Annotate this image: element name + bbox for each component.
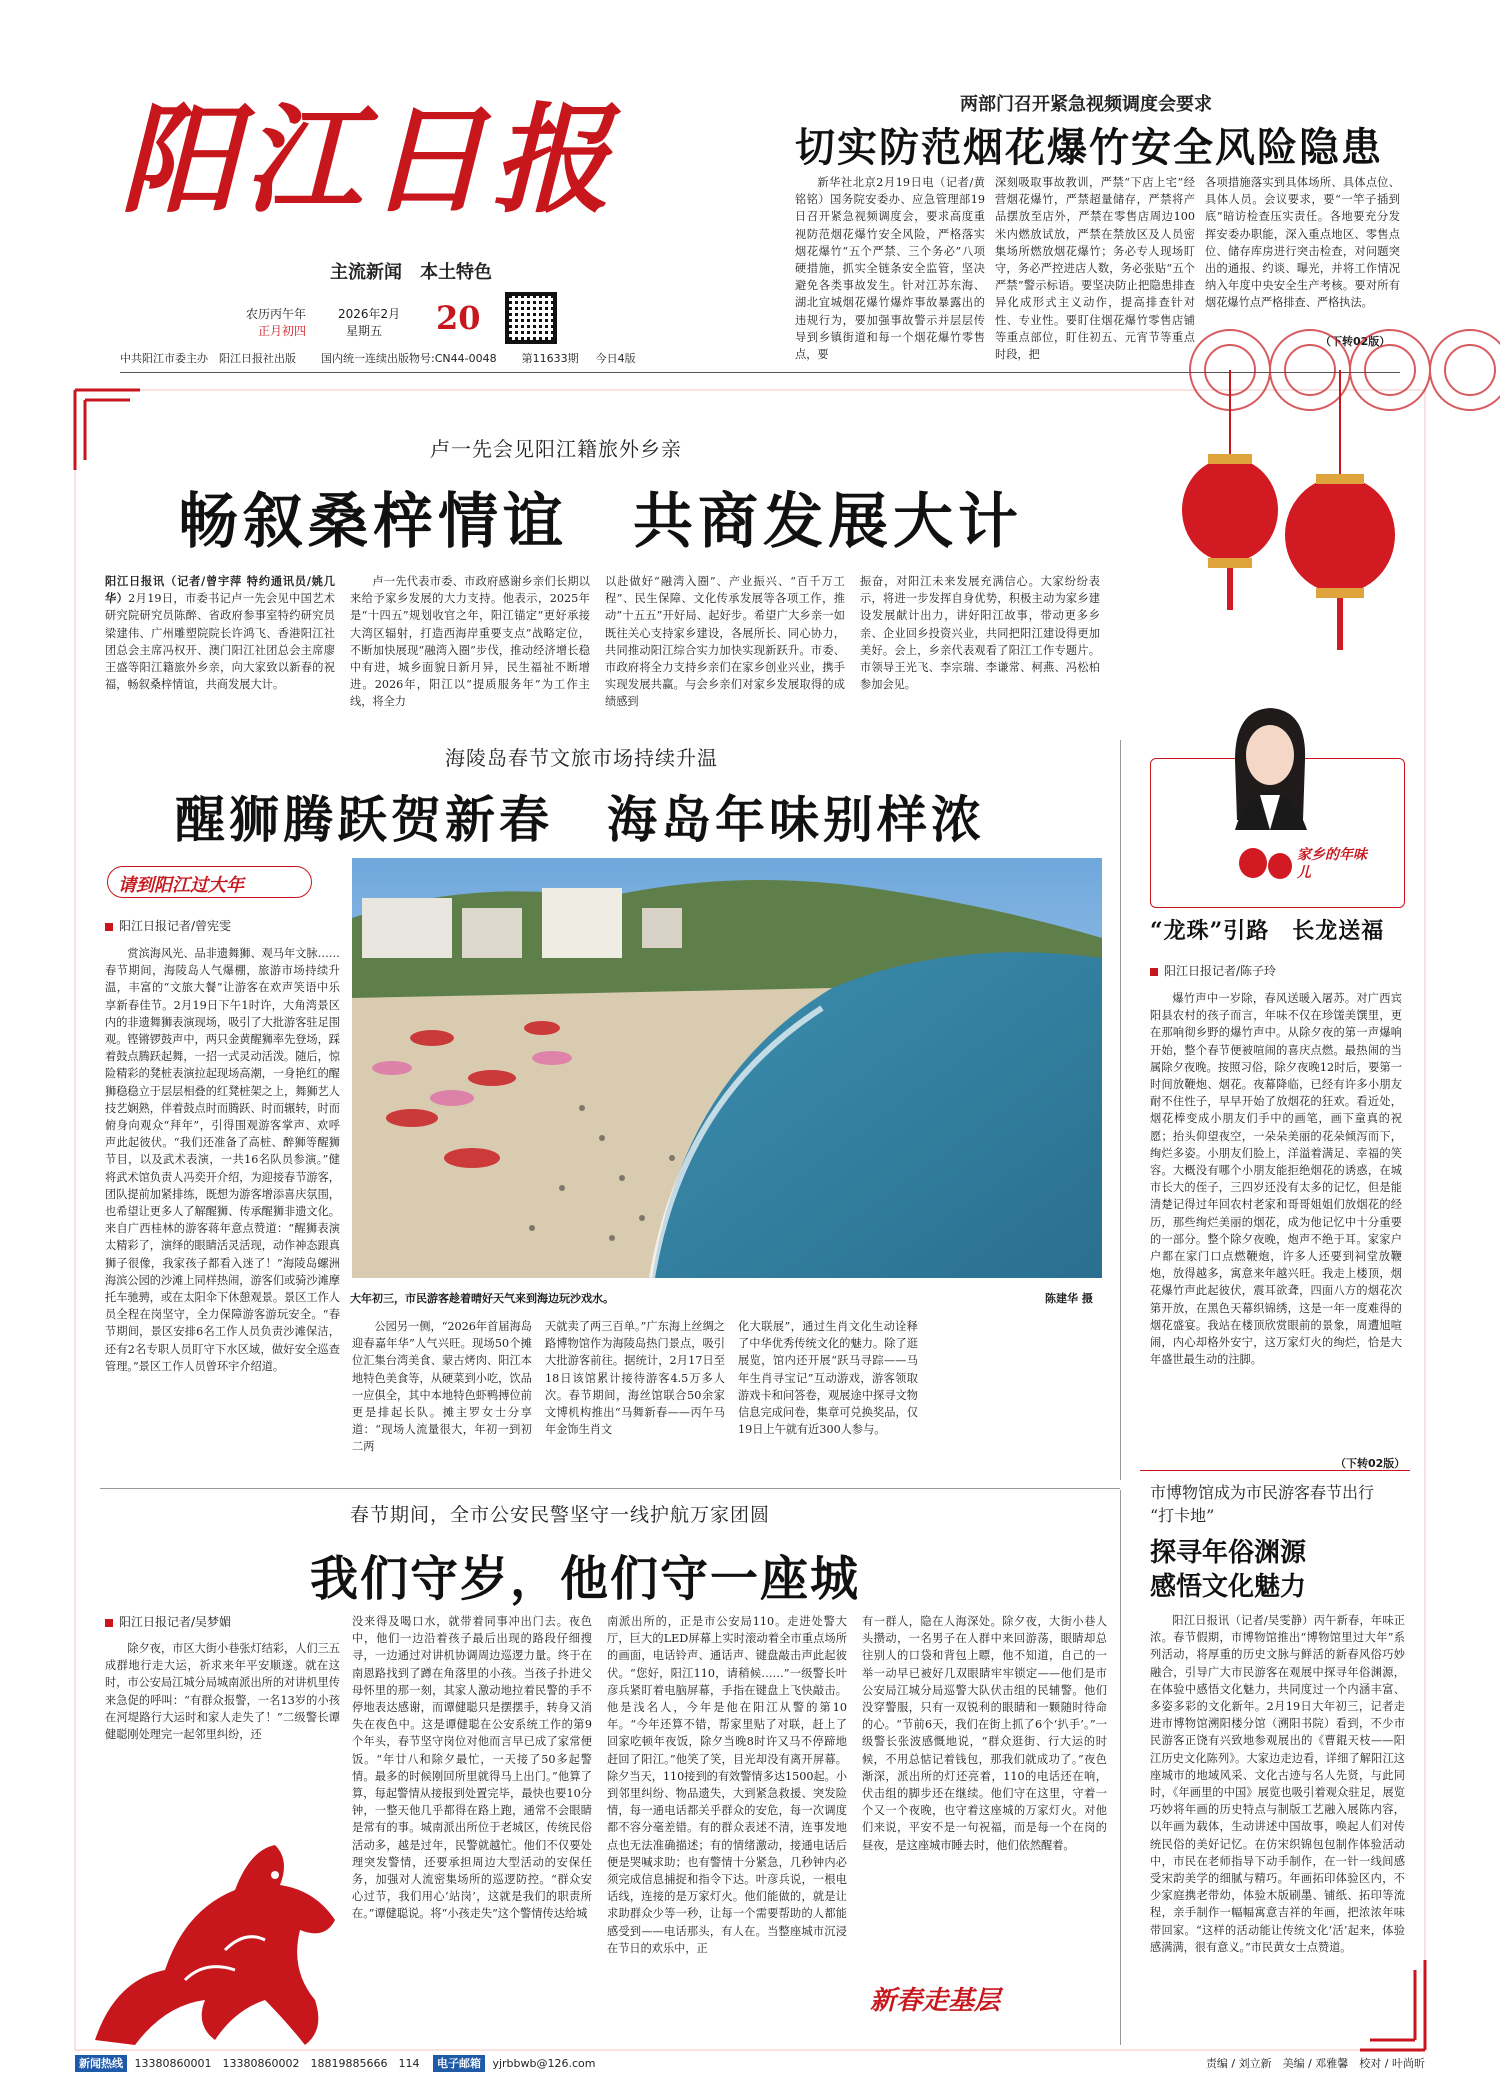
police-byline	[105, 1613, 231, 1630]
section-rule	[100, 1488, 1120, 1489]
author-portrait	[1215, 700, 1325, 830]
dragon-body	[1150, 990, 1402, 1452]
email-label: 电子邮箱	[433, 2055, 485, 2072]
lantern-decoration	[1170, 370, 1410, 660]
top-story-text: 深刻吸取事故教训，严禁“下店上宅”经营烟花爆竹，严禁超量储存，严禁将产品摆放至店外，严禁在零售店周边100米内燃放试放，严禁在禁放区及人员密集场所燃放烟花爆竹；务必专人现场盯守，务必严控进店人数，务必张贴“五个严禁”警示标语。要坚决防止把隐患排查异化成形式主义动作，提高排查针对性、专业性。要盯住烟花爆竹零售店铺等重点部位，盯住初五、元宵节等重点时段，把	[995, 176, 1195, 362]
dragon-corner-tag	[1235, 828, 1395, 898]
hailing-kicker: 海陵岛春节文旅市场持续升温	[445, 746, 718, 770]
top-story-text: 各项措施落实到具体场所、具体点位、具体人员。会议要求，要“一竿子插到底”暗访检查压实责任。各地要充分发挥安委办职能，深入重点地区、零售点位、储存库房进行突击检查，对问题突出的通报、约谈、曝光，并将工作情况纳入年度中央安全生产考核。要对所有烟花爆竹点严格排查、严格执法。	[1205, 176, 1400, 310]
day-number: 20	[436, 299, 481, 337]
email-address[interactable]: yjrbbwb@126.com	[492, 2057, 596, 2070]
corner-tag-text: 家乡的年味儿	[1297, 847, 1367, 881]
issn: 国内统一连续出版物号:CN44-0048	[321, 352, 497, 365]
masthead-title: 阳江日报	[120, 90, 617, 229]
weekday: 星期五	[346, 324, 383, 338]
hailing-left-col	[105, 945, 340, 1760]
police-col4	[862, 1613, 1107, 1978]
hailing-headline: 醒狮腾跃贺新春 海岛年味别样浓	[175, 790, 985, 849]
editors-credit: 责编 / 刘立新 美编 / 邓雅馨 校对 / 叶尚昕	[1205, 2057, 1425, 2070]
lead-story-col4	[860, 573, 1100, 703]
museum-text: 阳江日报讯（记者/吴雯静）丙午新春，年味正浓。春节假期，市博物馆推出“博物馆里过大年”系列活动，将厚重的历史文脉与鲜活的新春风俗巧妙融合，引导广大市民游客在观展中探寻年俗渊源，在体验中感悟文化魅力，共同度过一个内涵丰富、多姿多彩的文化新年。2月19日大年初三，记者走进市博物馆溯阳楼分馆（溯阳书院）看到，不少市民游客正饶有兴致地参观展出的《曹錕天枝——阳江历史文化陈列》。大家边走边看，详细了解阳江这座城市的地域风采、文化古迹与名人先贤，与此同时，《年画里的中国》展览也吸引着观众驻足，展览巧妙将年画的历史特点与制版工艺融入展陈内容，以年画为载体，生动讲述中国故事，唤起人们对传统民俗的美好记忆。在仿宋织锦包包制作体验活动中，市民在老师指导下动手制作，在一针一线间感受宋韵美学的细腻与精巧。年画拓印体验区内，不少家庭携老带幼，体验木版刷墨、铺纸、拓印等流程，亲手制作一幅幅寓意吉祥的年画，把浓浓年味带回家。“这样的活动能让传统文化‘活’起来，体验感满满，很有意义。”市民黄女士点赞道。	[1150, 1614, 1405, 1954]
qr-code-icon	[505, 292, 557, 344]
lead-story-text: 振奋，对阳江未来发展充满信心。大家纷纷表示，将进一步发挥自身优势，积极主动为家乡建设发展献计出力，讲好阳江故事，带动更多乡亲、企业回乡投资兴业，共同把阳江建设得更加美好。会上，乡亲代表观看了阳江工作专题片。市领导王光飞、李宗瑞、李谦常、柯燕、冯松柏参加会见。	[860, 575, 1100, 692]
lead-story-headline: 畅叙桑梓情谊 共商发展大计	[178, 487, 1023, 557]
photo-credit: 陈建华 摄	[1045, 1292, 1093, 1305]
hailing-col3	[545, 1318, 725, 1468]
dragon-continued: （下转02版）	[1335, 1457, 1406, 1470]
hailing-text: 赏滨海风光、品非遗舞狮、观马年文脉……春节期间，海陵岛人气爆棚，旅游市场持续升温，丰富的“文旅大餐”让游客在欢声笑语中乐享新春佳节。2月19日下午1时许，大角湾景区内的非遗舞狮表演现场，吸引了大批游客驻足围观。铿锵锣鼓声中，两只金黄醒狮率先登场，踩着鼓点腾跃起舞，一招一式灵动活泼。随后，惊险精彩的凳桩表演拉起现场高潮，一身艳红的醒狮稳稳立于层层相叠的红凳桩架之上，舞狮艺人技艺娴熟，伴着鼓点时而腾跃、时而辗转，时而俯身向观众“拜年”，引得围观游客掌声、欢呼声此起彼伏。“我们还准备了高桩、醉狮等醒狮节目，以及武术表演，一共16名队员参演。”健将武术馆负责人冯奕开介绍，为迎接春节游客，团队提前加紧排练，既想为游客增添喜庆氛围，也希望让更多人了解醒狮、传承醒狮非遗文化。来自广西桂林的游客蒋年意点赞道：“醒狮表演太精彩了，演绎的眼睛活灵活现，动作神态跟真狮子很像，我家孩子都看入迷了！”海陵岛螺洲海滨公园的沙滩上同样热闹，游客们或骑沙滩摩托车驰骋，或在太阳伞下休憩观景。景区工作人员全程在岗坚守，全力保障游客游玩安全。“春节期间，景区安排6名工作人员负责沙滩保洁，还有2名专职人员盯守下水区域，做好安全巡查管理。”景区工作人员曾环宇介绍道。	[105, 947, 340, 1373]
lead-story-col1	[105, 573, 335, 703]
police-tag	[870, 1980, 1050, 2030]
museum-kicker1: 市博物馆成为市民游客春节出行	[1150, 1483, 1375, 1502]
police-text: 除夕夜，市区大街小巷张灯结彩，人们三五成群地行走大运，祈求来年平安顺遂。就在这时，市公安局江城分局城南派出所的对讲机里传来急促的呼叫：“有群众报警，一名13岁的小孩在河堤路行大运时和家人走失了！”二级警长谭健聪刚处理完一起邻里纠纷，还	[105, 1642, 340, 1742]
lunar-day: 正月初四	[258, 324, 307, 338]
lantern-icon	[1235, 838, 1295, 888]
column-rule	[1120, 1490, 1121, 2045]
masthead-date-box	[246, 299, 506, 341]
hailing-tag-text: 请到阳江过大年	[118, 875, 244, 896]
top-story-text: 新华社北京2月19日电（记者/黄铭铭）国务院安委办、应急管理部19日召开紧急视频调度会，要求高度重视防范烟花爆竹安全风险，严格落实烟花爆竹“五个严禁、三个务必”八项硬措施，抓实全链条安全监管，坚决避免各类事故发生。针对江苏东海、湖北宜城烟花爆竹爆炸事故暴露出的违规行为，要加强事故警示并层层传导到乡镇街道和每一个烟花爆竹零售点，要	[795, 176, 985, 362]
byline-text: 阳江日报记者/曾宪雯	[119, 919, 232, 933]
beach-photo	[352, 858, 1102, 1278]
dragon-byline	[1150, 962, 1276, 979]
top-story-col1	[795, 174, 985, 362]
photo-caption: 大年初三，市民游客趁着晴好天气来到海边玩沙戏水。	[350, 1292, 614, 1305]
lunar-year: 农历丙午年	[246, 307, 307, 321]
police-text: 有一群人，隐在人海深处。除夕夜，大街小巷人头攒动，一名男子在人群中来回游荡，眼睛却总往别人的口袋和背包上瞟，他不知道，自己的一举一动早已被好几双眼睛牢牢锁定——他们是市公安局江城分局巡警大队伏击组的民辅警。他们没穿警服，只有一双锐利的眼睛和一颗随时待命的心。“节前6天，我们在街上抓了6个‘扒手’。”一级警长张波感慨地说，“群众逛街、行大运的时候，不用总惦记着钱包，那我们就成功了。”夜色渐深，派出所的灯还亮着，110的电话还在响，伏击组的脚步还在继续。他们守在这里，守着一个又一个夜晚，也守着这座城的万家灯火。对他们来说，平安不是一句祝福，而是每一个在岗的昼夜，是这座城市睡去时，他们依然醒着。	[862, 1615, 1107, 1852]
hailing-text: 化大联展”，通过生肖文化生动诠释了中华优秀传统文化的魅力。除了逛展览，馆内还开展“跃马寻踪——马年生肖寻宝记”互动游戏，游客领取游戏卡和问答卷，观展途中探寻文物信息完成问卷，集章可兑换奖品，仅19日上午就有近300人参与。	[738, 1320, 918, 1437]
police-headline: 我们守岁，他们守一座城	[310, 1551, 861, 1607]
police-tag-text: 新春走基层	[870, 1986, 1001, 2016]
hailing-text: 公园另一侧，“2026年首届海岛迎春嘉年华”人气兴旺。现场50个摊位汇集台湾美食、蒙古烤肉、阳江本地特色美食等，从硬菜到小吃，饮品一应俱全，其中本地特色虾鸭搏位前更是排起长队。摊主罗女士分享道：“现场人流量很大，年初一到初二两	[352, 1320, 532, 1454]
museum-body	[1150, 1612, 1405, 2002]
lead-story-text: 卢一先代表市委、市政府感谢乡亲们长期以来给予家乡发展的大力支持。他表示，2025年是“十四五”规划收官之年，阳江锚定“更好承接大湾区辐射，打造西海岸重要支点”战略定位，不断加快展现“融湾入圈”步伐，推动经济增长稳中有进，城乡面貌日新月异，民生福祉不断增进。2026年，阳江以“提质服务年”为工作主线，将全力	[350, 575, 590, 709]
footer-bar	[75, 2055, 1425, 2075]
issue-number: 第11633期	[521, 352, 579, 365]
hailing-byline	[105, 917, 231, 934]
dragon-text: 爆竹声中一岁除，春风送暖入屠苏。对广西宾阳县农村的孩子而言，年味不仅在珍馐美馔里，更在那响彻乡野的爆竹声中。从除夕夜的第一声爆响开始，整个春节便被喧闹的喜庆点燃。最热闹的当属除夕夜晚。按照习俗，除夕夜晚12时后，要第一时间放鞭炮、烟花。夜幕降临，已经有许多小朋友耐不住性子，早早开始了放烟花的狂欢。看近处，烟花棒变成小朋友们手中的画笔，画下童真的祝愿；抬头仰望夜空，一朵朵美丽的花朵倾泻而下，绚烂多姿。小朋友们脸上，洋溢着满足、幸福的笑容。大概没有哪个小朋友能拒绝烟花的诱惑，在城市长大的侄子，三四岁还没有太多的记忆，但是能清楚记得过年回农村老家和哥哥姐姐们放烟花的经历，那些绚烂美丽的烟花，成为他记忆中十分重要的一部分。整个除夕夜晚，炮声不绝于耳。家家户户都在家门口点燃鞭炮，许多人还要到祠堂放鞭炮，放得越多，寓意来年越兴旺。我走上楼顶，烟花爆竹声此起彼伏，震耳欲聋，四面八方的烟花次第开放，在黑色天幕织锦绣，这是一年一度难得的烟花盛宴。我站在楼顶欣赏眼前的景象，周遭旭喧闹，内心却格外安宁，这万家灯火的绚烂，恰是大年盛世最生动的注脚。	[1150, 992, 1402, 1367]
page-count: 今日4版	[595, 352, 636, 365]
dragon-headline: “龙珠”引路 长龙送福	[1150, 918, 1385, 944]
section-rule	[1140, 1470, 1410, 1471]
hotline-numbers: 13380860001 13380860002 18819885666 114	[134, 2057, 420, 2070]
hailing-tag	[107, 866, 312, 898]
lead-story-col3	[605, 573, 845, 709]
police-col2	[352, 1613, 592, 2053]
gregorian-date: 2026年2月	[338, 307, 401, 321]
police-text: 没来得及喝口水，就带着同事冲出门去。夜色中，他们一边沿着孩子最后出现的路段仔细搜寻，一边通过对讲机协调周边巡逻力量。终于在南恩路找到了蹲在角落里的小孩。当孩子扑进父母怀里的那一刻，其家人激动地拉着民警的手不停地表达感谢，而谭健聪只是摆摆手，转身又消失在夜色中。这是谭健聪在公安系统工作的第9个年头，春节坚守岗位对他而言早已成了家常便饭。“年廿八和除夕最忙，一天接了50多起警情。最多的时候刚回所里就得马上出门。”他算了算，每起警情从接报到处置完毕，最快也要10分钟，一整天他几乎都得在路上跑，通常不会眼睛是常有的事。城南派出所位于老城区，传统民俗活动多，越是过年，民警就越忙。他们不仅要处理突发警情，还要承担周边大型活动的安保任务，加强对人流密集场所的巡逻防控。“群众安心过节，我们用心‘站岗’，这就是我们的职责所在。”谭健聪说。将“小孩走失”这个警情传达给城	[352, 1615, 592, 1921]
byline-text: 阳江日报记者/陈子玲	[1164, 964, 1277, 978]
lead-story-text: 以赴做好“融湾入圈”、产业振兴、“百千万工程”、民生保障、文化传承发展等各项工作，推动“十五五”开好局、起好步。希望广大乡亲一如既往关心支持家乡建设，各展所长、同心协力，共同推动阳江综合实力加快实现新跃升。市委、市政府将全力支持乡亲们在家乡创业兴业，携手实现发展共赢。与会乡亲们对家乡发展取得的成绩感到	[605, 575, 845, 709]
hotline-label: 新闻热线	[75, 2055, 127, 2072]
top-story-continued: （下转02版）	[1320, 335, 1391, 348]
masthead-slogan: 主流新闻 本土特色	[330, 262, 492, 283]
museum-kicker2: “打卡地”	[1150, 1506, 1215, 1525]
police-col3	[607, 1613, 847, 2053]
museum-headline2: 感悟文化魅力	[1150, 1572, 1307, 1602]
top-story-col3	[1205, 174, 1400, 334]
lead-story-kicker: 卢一先会见阳江籍旅外乡亲	[430, 437, 682, 461]
lead-story-col2	[350, 573, 590, 709]
hailing-col2	[352, 1318, 532, 1468]
hailing-col4	[738, 1318, 918, 1468]
museum-headline1: 探寻年俗渊源	[1150, 1538, 1307, 1568]
publisher-line: 中共阳江市委主办 阳江日报社出版	[120, 352, 296, 365]
police-kicker: 春节期间，全市公安民警坚守一线护航万家团圆	[350, 1504, 771, 1526]
hailing-text: 天就卖了两三百单。”广东海上丝绸之路博物馆作为海陵岛热门景点，吸引大批游客前往。据统计，2月17日至18日该馆累计接待游客4.5万多人次。春节期间，海丝馆联合50余家文博机构推出“马舞新春——丙午马年金饰生肖文	[545, 1320, 725, 1437]
top-story-headline: 切实防范烟花爆竹安全风险隐患	[795, 124, 1383, 171]
column-rule	[1120, 740, 1121, 1480]
top-story-col2	[995, 174, 1195, 362]
horse-papercut-decoration	[75, 1830, 365, 2060]
lead-story-text: 2月19日，市委书记卢一先会见中国艺术研究院研究员陈醉、省政府参事室特约研究员梁建伟、广州雕塑院院长许鸿飞、香港阳江社团总会主席冯权开、澳门阳江社团总会主席廖王盛等阳江籍旅外乡亲，向大家致以新春的祝福，畅叙桑梓情谊，共商发展大计。	[105, 592, 335, 692]
top-story-kicker: 两部门召开紧急视频调度会要求	[960, 94, 1212, 115]
byline-text: 阳江日报记者/吴梦媚	[119, 1615, 232, 1629]
lead-story-dateline: 阳江日报讯（记者/曾宇萍 特约通讯员/姚几华）	[105, 575, 335, 606]
police-text: 南派出所的，正是市公安局110。走进处警大厅，巨大的LED屏幕上实时滚动着全市重点场所的画面，电话铃声、通话声、键盘敲击声此起彼伏。“您好，阳江110，请稍候……”一级警长叶彦兵紧盯着电脑屏幕，手指在键盘上飞快敲击。他是浅名人，今年是他在阳江从警的第10年。“今年还算不错，帮家里贴了对联，赶上了回家吃顿年夜饭，除夕当晚8时许又马不停蹄地赶回了阳江。”他笑了笑，目光却没有离开屏幕。除夕当天，110接到的有效警情多达1500起。小到邻里纠纷、物品遗失，大到紧急救援、突发险情，每一通电话都关乎群众的安危，每一次调度都不容分毫差错。有的群众表述不清，连事发地点也无法准确描述；有的情绪激动，接通电话后便是哭喊求助；也有警情十分紧急，几秒钟内必须完成信息捕捉和指令下达。叶彦兵说，一根电话线，连接的是万家灯火。他们能做的，就是让求助群众少等一秒，让每一个需要帮助的人都能感受到——电话那头，有人在。当整座城市沉浸在节日的欢乐中，正	[607, 1615, 848, 1955]
